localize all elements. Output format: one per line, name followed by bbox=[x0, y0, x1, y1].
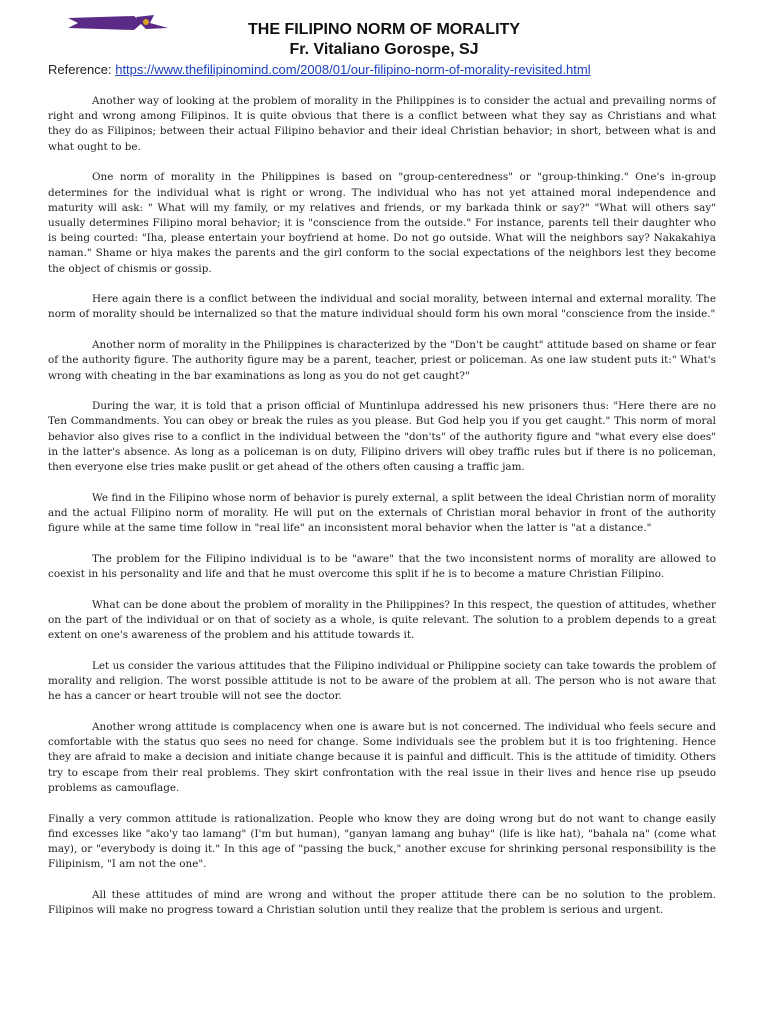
paragraph: We find in the Filipino whose norm of behavior is purely external, a split between the ideal Christian norm of morality and the actual Filipino norm of morality. He will put on the externals of Christian moral behavior in front of the authority figure while at the same time follow in "real life" an inconsistent moral behavior when the latter is "at a distance." bbox=[48, 491, 716, 535]
document-body bbox=[48, 94, 716, 934]
paragraph: Here again there is a conflict between the individual and social morality, between internal and external morality. The norm of morality should be internalized so that the mature individual should form his own moral "conscience from the inside." bbox=[48, 293, 716, 321]
reference-link[interactable]: https://www.thefilipinomind.com/2008/01/our-filipino-norm-of-morality-revisited.html bbox=[115, 62, 591, 77]
paragraph: The problem for the Filipino individual is to be "aware" that the two inconsistent norms of morality are allowed to coexist in his personality and life and that he must overcome this split if he is to become a mature Christian Filipino. bbox=[48, 552, 716, 581]
document-author: Fr. Vitaliano Gorospe, SJ bbox=[289, 41, 479, 58]
paragraph: Another way of looking at the problem of morality in the Philippines is to consider the actual and prevailing norms of right and wrong among Filipinos. It is quite obvious that there is a conflict between what they say as Christians and what they do as Filipinos; between their actual Filipino behavior and their ideal Christian behavior; in short, between what is and what ought to be. bbox=[48, 95, 716, 153]
reference-label: Reference: bbox=[48, 62, 112, 77]
paragraph: Finally a very common attitude is rationalization. People who know they are doing wrong but do not want to change easily find excesses like "ako'y tao lamang" (I'm but human), "ganyan lamang ang buhay" (life is like hat), "bahala na" (come what may), or "everybody is doing it." In this age of "passing the buck," another excuse for shrinking personal responsibility is the Filipinism, "I am not the one". bbox=[48, 812, 716, 871]
paragraph: Another wrong attitude is complacency when one is aware but is not concerned. The individual who feels secure and comfortable with the status quo sees no need for change. Some individuals see the problem but it is too frightening. Hence they are afraid to make a decision and initiate change because it is painful and difficult. This is the attitude of timidity. Others try to escape from their real problems. They skirt confrontation with the real issue in their lives and hence rise up pseudo problems as camouflage. bbox=[48, 721, 716, 794]
paragraph: All these attitudes of mind are wrong and without the proper attitude there can be no solution to the problem. Filipinos will make no progress toward a Christian solution until they realize that the problem is serious and urgent. bbox=[48, 888, 716, 917]
paragraph: Another norm of morality in the Philippines is characterized by the "Don't be caught" attitude based on shame or fear of the authority figure. The authority figure may be a parent, teacher, priest or policeman. As one law student puts it:" What's wrong with cheating in the bar examinations as long as you do not get caught?" bbox=[48, 339, 716, 382]
paragraph: What can be done about the problem of morality in the Philippines? In this respect, the question of attitudes, whether on the part of the individual or on that of society as a whole, is quite relevant. The solution to a problem depends to a great extent on one's awareness of the problem and his attitude towards it. bbox=[48, 598, 716, 642]
reference-line bbox=[48, 62, 748, 78]
document-title: THE FILIPINO NORM OF MORALITY bbox=[248, 21, 520, 38]
paragraph: One norm of morality in the Philippines is based on "group-centeredness" or "group-thinking." One's in-group determines for the individual what is right or wrong. The individual who has not yet attained moral independence and maturity will ask: " What will my family, or my relatives and friends, or my barkada think or say?" "What will others say" usually determines Filipino moral behavior; it is "conscience from the outside." For instance, parents tell their daughter who is being courted: "Iha, please entertain your boyfriend at home. Do not go outside. What will the neighbors say? Nakakahiya naman." Shame or hiya makes the parents and the girl conform to the social expectations of the neighbors lest they become the object of chismis or gossip. bbox=[48, 171, 716, 275]
paragraph: During the war, it is told that a prison official of Muntinlupa addressed his new prisoners thus: "Here there are no Ten Commandments. You can obey or break the rules as you please. But God help you if you get caught." This norm of moral behavior also gives rise to a conflict in the individual between the "don'ts" of the authority figure and "what every else does" in the latter's absence. As long as a policeman is on duty, Filipino drivers will obey traffic rules but if there is no policeman, then everyone else tries make puslit or get ahead of the others often causing a traffic jam. bbox=[48, 400, 716, 474]
paragraph: Let us consider the various attitudes that the Filipino individual or Philippine society can take towards the problem of morality and religion. The worst possible attitude is not to be aware of the problem at all. The person who is not aware that he has a cancer or heart trouble will not see the doctor. bbox=[48, 659, 716, 703]
